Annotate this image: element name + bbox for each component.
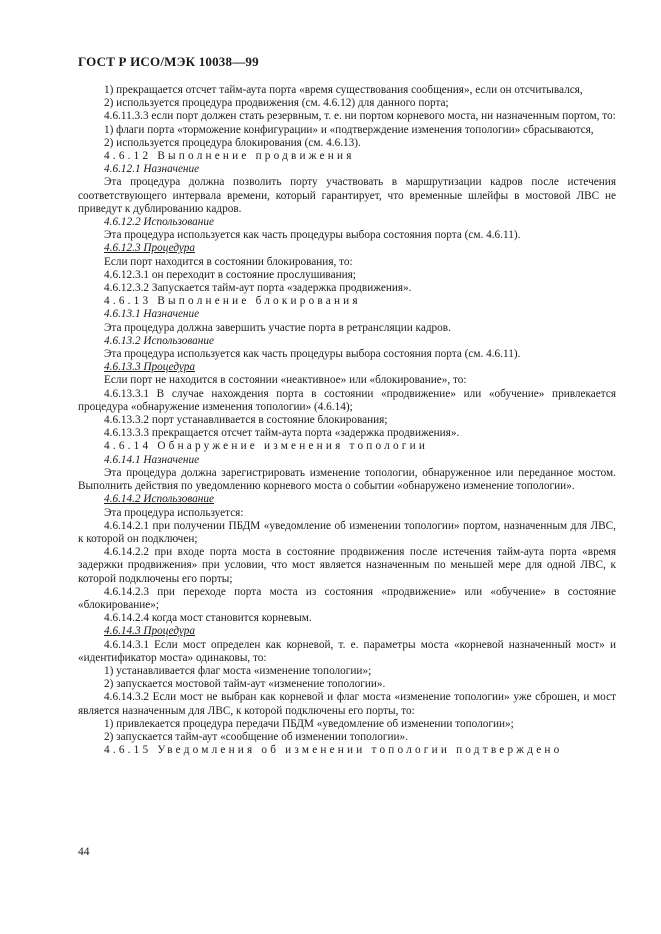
- paragraph: 2) запускается тайм-аут «сообщение об изменении топологии».: [104, 730, 408, 743]
- subheading: 4.6.12.1 Назначение: [104, 163, 200, 176]
- paragraph: 4.6.14.2.3 при переходе порта моста из состояния «продвижение» или «обучение» в состояние «блокирование»;: [78, 585, 616, 611]
- subheading: 4.6.12.2 Использование: [104, 216, 214, 229]
- paragraph: Эта процедура должна позволить порту участвовать в маршрутизации кадров после истечения соответствующего интервала времени, который гарантирует, что временные шлейфы в мостовой ЛВС не приведут к дублированию кадров.: [78, 176, 616, 215]
- page-number: 44: [78, 846, 90, 858]
- paragraph: 4.6.14.3.1 Если мост определен как корневой, т. е. параметры моста «корневой назначенный мост» и «идентификатор моста» одинаковы, то:: [78, 638, 616, 664]
- paragraph: 4.6.12.3.1 он переходит в состояние прослушивания;: [104, 268, 356, 281]
- paragraph: 1) флаги порта «торможение конфигурации» и «подтверждение изменения топологии» сбрасываются,: [104, 123, 594, 136]
- paragraph: Эта процедура используется как часть процедуры выбора состояния порта (см. 4.6.11).: [104, 229, 521, 242]
- subheading: 4.6.13.1 Назначение: [104, 308, 200, 321]
- paragraph: 4.6.12.3.2 Запускается тайм-аут порта «задержка продвижения».: [104, 282, 412, 295]
- paragraph: Если порт не находится в состоянии «неактивное» или «блокирование», то:: [104, 374, 467, 387]
- paragraph: Если порт находится в состоянии блокирования, то:: [104, 255, 353, 268]
- subheading: 4.6.13.2 Использование: [104, 334, 214, 347]
- subheading: 4.6.13.3 Процедура: [104, 361, 196, 374]
- paragraph: 4.6.13.3.1 В случае нахождения порта в состоянии «продвижение» или «обучение» привлекается процедура «обнаружение изменения топологии» (4.6.14);: [78, 387, 616, 413]
- paragraph: 4.6.14.2.2 при входе порта моста в состояние продвижения после истечения тайм-аута порта «время задержки продвижения» при условии, что мост является назначенным по меньшей мере для одной ЛВС, к которой подключены его порты;: [78, 546, 616, 585]
- paragraph: Эта процедура должна завершить участие порта в ретрансляции кадров.: [104, 321, 451, 334]
- paragraph: 2) используется процедура продвижения (см. 4.6.12) для данного порта;: [104, 97, 449, 110]
- section-heading: 4.6.12 Выполнение продвижения: [104, 150, 355, 163]
- paragraph: 1) устанавливается флаг моста «изменение топологии»;: [104, 664, 372, 677]
- subheading: 4.6.14.3 Процедура: [104, 625, 196, 638]
- paragraph: 4.6.13.3.2 порт устанавливается в состояние блокирования;: [104, 414, 388, 427]
- paragraph: Эта процедура используется как часть процедуры выбора состояния порта (см. 4.6.11).: [104, 348, 521, 361]
- paragraph: 1) привлекается процедура передачи ПБДМ «уведомление об изменении топологии»;: [104, 717, 514, 730]
- document-body: [78, 84, 616, 757]
- paragraph: 4.6.14.2.1 при получении ПБДМ «уведомление об изменении топологии» портом, назначенным для ЛВС, к которой он подключен;: [78, 519, 616, 545]
- section-heading: 4.6.13 Выполнение блокирования: [104, 295, 361, 308]
- subheading: 4.6.14.1 Назначение: [104, 453, 200, 466]
- paragraph: 4.6.14.3.2 Если мост не выбран как корневой и флаг моста «изменение топологии» уже сброшен, и мост является назначенным для ЛВС, к которой подключены его порты, то:: [78, 691, 616, 717]
- paragraph: 4.6.13.3.3 прекращается отсчет тайм-аута порта «задержка продвижения».: [104, 427, 460, 440]
- paragraph: 2) используется процедура блокирования (см. 4.6.13).: [104, 136, 361, 149]
- paragraph: 1) прекращается отсчет тайм-аута порта «время существования сообщения», если он отсчитывался,: [104, 84, 583, 96]
- paragraph: 4.6.11.3.3 если порт должен стать резервным, т. е. ни портом корневого моста, ни назначенным портом, то:: [104, 110, 616, 123]
- subheading: 4.6.12.3 Процедура: [104, 242, 196, 255]
- section-heading: 4.6.15 Уведомления об изменении топологии подтверждено: [104, 744, 563, 757]
- paragraph: Эта процедура должна зарегистрировать изменение топологии, обнаруженное или переданное мостом. Выполнить действия по уведомлению корневого моста о событии «обнаружено изменение топологии».: [78, 466, 616, 493]
- section-heading: 4.6.14 Обнаружение изменения топологии: [104, 440, 429, 453]
- paragraph: 4.6.14.2.4 когда мост становится корневым.: [104, 612, 312, 625]
- paragraph: 2) запускается мостовой тайм-аут «изменение топологии».: [104, 678, 386, 691]
- paragraph: Эта процедура используется:: [104, 506, 244, 519]
- subheading: 4.6.14.2 Использование: [104, 493, 214, 506]
- document-header: ГОСТ Р ИСО/МЭК 10038—99: [78, 54, 259, 69]
